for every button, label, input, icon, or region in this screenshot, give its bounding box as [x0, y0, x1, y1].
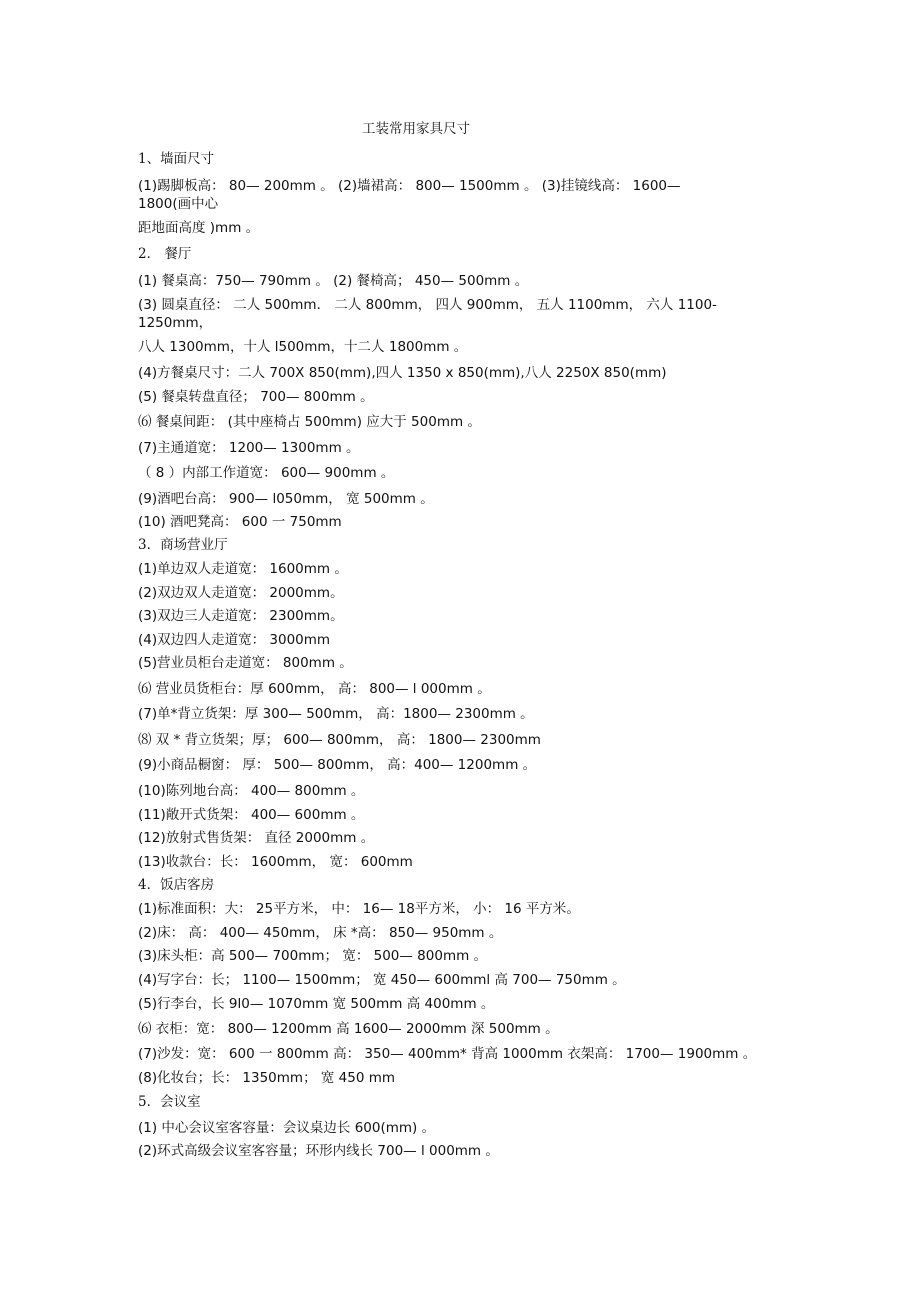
- section-heading-hotel-room: 4．饭店客房: [138, 877, 215, 893]
- text-line: 距地面高度 )mm 。: [138, 220, 260, 236]
- section-heading-meeting-room: 5．会议室: [138, 1094, 201, 1110]
- text-line: (5)营业员柜台走道宽： 800mm 。: [138, 655, 353, 671]
- text-line: (13)收款台：长： 1600mm， 宽： 600mm: [138, 854, 413, 870]
- text-line: (12)放射式售货架： 直径 2000mm 。: [138, 830, 375, 846]
- text-line: (2)床： 高： 400— 450mm， 床 *高： 850— 950mm 。: [138, 925, 503, 941]
- section-heading-restaurant: 2． 餐厅: [138, 246, 192, 262]
- text-line: (10)陈列地台高： 400— 800mm 。: [138, 783, 365, 799]
- text-line: (1)单边双人走道宽： 1600mm 。: [138, 561, 348, 577]
- text-line: (7)沙发：宽： 600 一 800mm 高： 350— 400mm* 背高 1000mm 衣架高： 1700— 1900mm 。: [138, 1046, 757, 1062]
- text-line: (9)小商品橱窗： 厚： 500— 800mm， 高：400— 1200mm 。: [138, 757, 537, 773]
- text-line: (11)敞开式货架： 400— 600mm 。: [138, 807, 365, 823]
- text-line: 1800(画中心: [138, 196, 219, 212]
- section-heading-mall: 3．商场营业厅: [138, 537, 228, 553]
- text-line: (1)踢脚板高： 80— 200mm 。 (2)墙裙高： 800— 1500mm 。 (3)挂镜线高： 1600—: [138, 178, 681, 194]
- text-line: （ 8 ）内部工作道宽： 600— 900mm 。: [138, 465, 395, 481]
- text-line: (3) 圆桌直径： 二人 500mm． 二人 800mm， 四人 900mm， 五人 1100mm， 六人 1100-: [138, 297, 717, 313]
- text-line: (4)方餐桌尺寸：二人 700X 850(mm),四人 1350 x 850(mm),八人 2250X 850(mm): [138, 365, 667, 381]
- text-line: ⑻ 双 * 背立货架；厚； 600— 800mm， 高： 1800— 2300mm: [138, 732, 541, 748]
- document-title: 工装常用家具尺寸: [362, 121, 470, 137]
- text-line: (3)床头柜：高 500— 700mm； 宽： 500— 800mm 。: [138, 948, 488, 964]
- section-heading-wall: 1、墙面尺寸: [138, 151, 215, 167]
- text-line: (4)双边四人走道宽： 3000mm: [138, 632, 331, 648]
- text-line: 八人 1300mm，十人 l500mm，十二人 1800mm 。: [138, 339, 468, 355]
- text-line: (7)单*背立货架：厚 300— 500mm， 高：1800— 2300mm 。: [138, 706, 534, 722]
- text-line: (2)环式高级会议室客容量；环形内线长 700— l 000mm 。: [138, 1143, 499, 1159]
- text-line: 1250mm，: [138, 315, 213, 331]
- text-line: (7)主通道宽： 1200— 1300mm 。: [138, 440, 360, 456]
- text-line: ⑹ 营业员货柜台：厚 600mm， 高： 800— l 000mm 。: [138, 681, 491, 697]
- text-line: (5) 餐桌转盘直径； 700— 800mm 。: [138, 389, 374, 405]
- text-line: ⑹ 餐桌间距： (其中座椅占 500mm) 应大于 500mm 。: [138, 414, 481, 430]
- text-line: ⑹ 衣柜：宽： 800— 1200mm 高 1600— 2000mm 深 500mm 。: [138, 1021, 559, 1037]
- text-line: (9)酒吧台高： 900— l050mm， 宽 500mm 。: [138, 491, 434, 507]
- text-line: (5)行李台，长 9l0— 1070mm 宽 500mm 高 400mm 。: [138, 996, 495, 1012]
- text-line: (4)写字台：长； 1100— 1500mm； 宽 450— 600mml 高 700— 750mm 。: [138, 972, 626, 988]
- text-line: (10) 酒吧凳高： 600 一 750mm: [138, 514, 342, 530]
- text-line: (1) 餐桌高：750— 790mm 。 (2) 餐椅高； 450— 500mm 。: [138, 273, 529, 289]
- text-line: (1)标准面积：大： 25平方米， 中： 16— 18平方米， 小： 16 平方米。: [138, 901, 580, 917]
- text-line: (1) 中心会议室客容量：会议桌边长 600(mm) 。: [138, 1120, 436, 1136]
- text-line: (3)双边三人走道宽： 2300mm。: [138, 608, 344, 624]
- text-line: (8)化妆台；长： 1350mm； 宽 450 mm: [138, 1070, 396, 1086]
- text-line: (2)双边双人走道宽： 2000mm。: [138, 585, 344, 601]
